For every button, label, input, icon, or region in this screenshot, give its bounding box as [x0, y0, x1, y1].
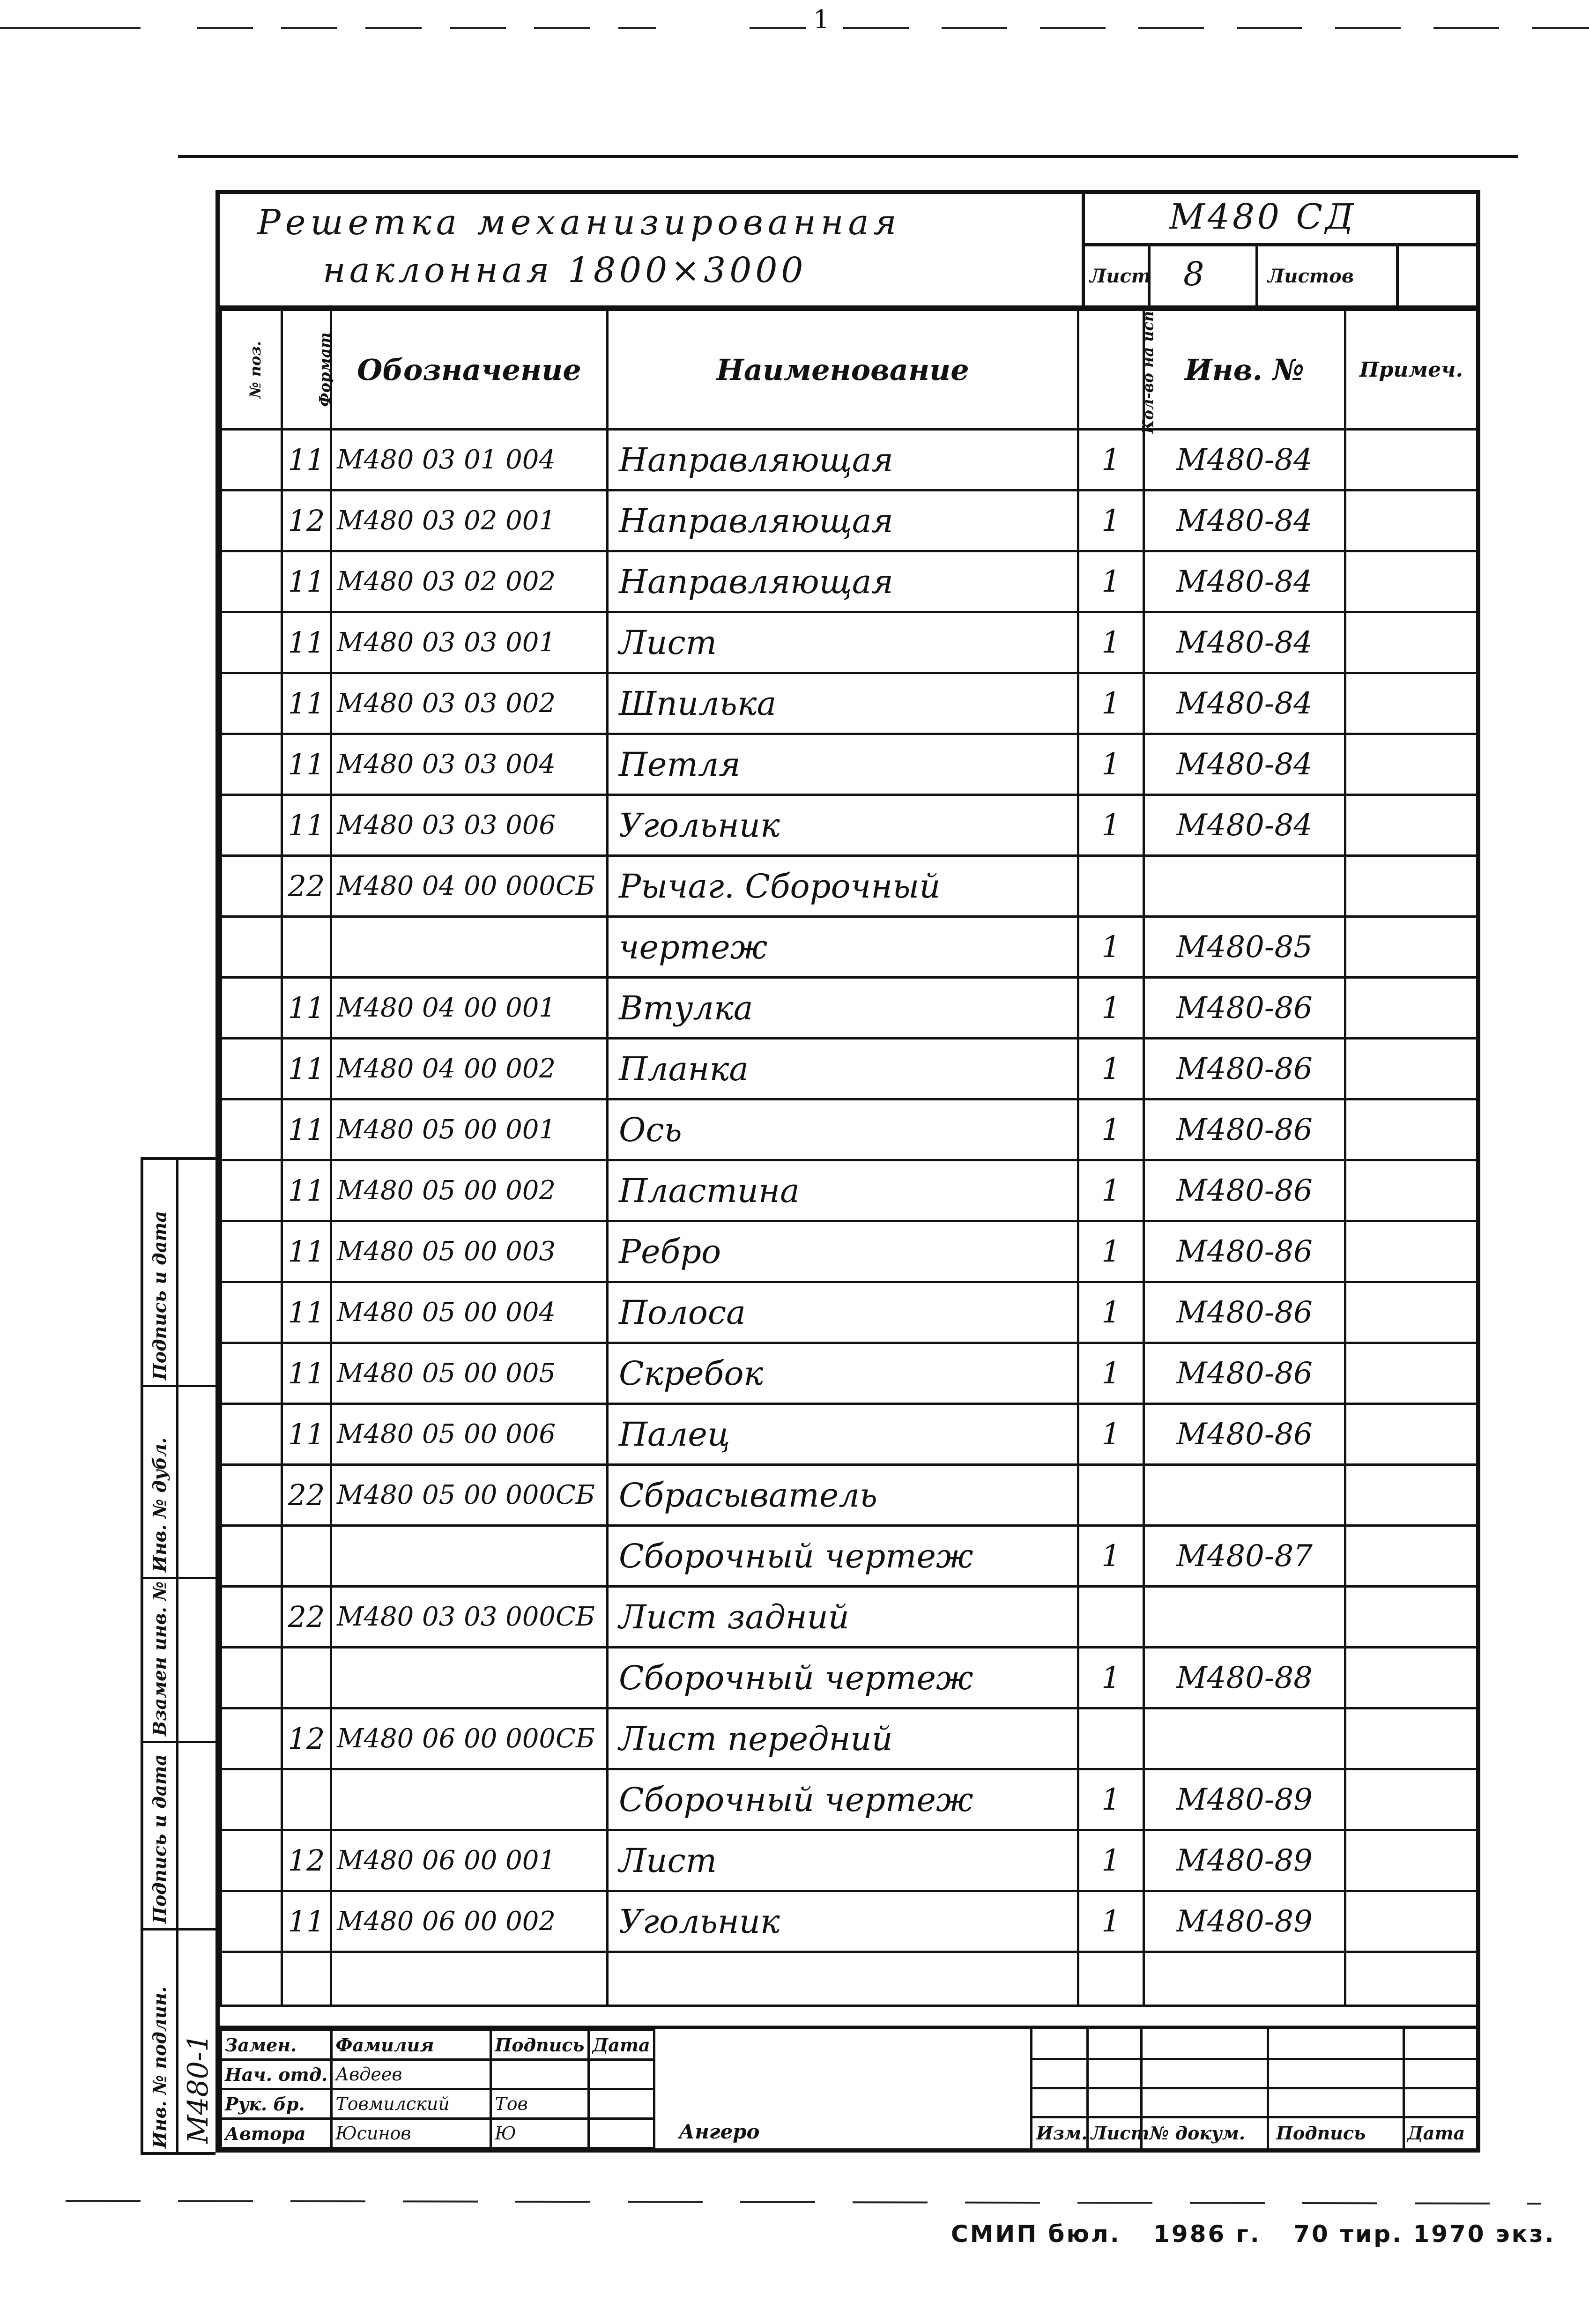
row-name: Ребро [608, 1221, 1078, 1282]
row-qty: 1 [1078, 1160, 1144, 1221]
row-name: чертеж [608, 917, 1078, 978]
table-row [221, 1648, 1478, 1708]
stamp-surname: Авдеев [332, 2060, 491, 2089]
row-name: Петля [608, 734, 1078, 795]
bottom-fold-line [66, 2192, 1565, 2211]
row-qty: 1 [1078, 1648, 1144, 1708]
row-pos [221, 1587, 282, 1648]
row-pos [221, 1160, 282, 1221]
row-format [282, 1952, 331, 2006]
row-pos [221, 917, 282, 978]
row-designation [331, 1526, 608, 1587]
row-inventory: М480-86 [1144, 1221, 1345, 1282]
row-qty: 1 [1078, 795, 1144, 856]
row-note [1345, 1708, 1478, 1769]
row-pos [221, 551, 282, 612]
row-qty [1078, 1465, 1144, 1526]
row-name: Втулка [608, 978, 1078, 1039]
row-inventory: М480-89 [1144, 1830, 1345, 1891]
table-row [221, 1708, 1478, 1769]
row-inventory: М480-86 [1144, 1160, 1345, 1221]
stamp-rev-label-3: Подпись [1276, 2123, 1366, 2144]
document-code: М480 СД [1169, 197, 1357, 237]
row-note [1345, 673, 1478, 734]
stamp-signatures-table [220, 2029, 655, 2149]
row-designation: М480 03 03 000СБ [331, 1587, 608, 1648]
table-row [221, 917, 1478, 978]
row-qty [1078, 856, 1144, 917]
table-row [221, 1952, 1478, 2006]
table-row [221, 1221, 1478, 1282]
row-note [1345, 917, 1478, 978]
row-inventory: М480-86 [1144, 978, 1345, 1039]
row-designation: М480 04 00 002 [331, 1039, 608, 1099]
row-note [1345, 490, 1478, 551]
table-row [221, 1282, 1478, 1343]
header-format: Формат [282, 310, 331, 430]
row-qty: 1 [1078, 1221, 1144, 1282]
table-row [221, 612, 1478, 673]
row-format [282, 1769, 331, 1830]
stamp-col-header: Дата [588, 2030, 654, 2060]
row-qty: 1 [1078, 1282, 1144, 1343]
row-inventory: М480-86 [1144, 1343, 1345, 1404]
side-label-4: Инв. № подлин. [149, 1986, 170, 2148]
row-pos [221, 1343, 282, 1404]
side-strip [141, 1157, 215, 2155]
top-mark-number: 1 [813, 5, 830, 34]
stamp-role: Рук. бр. [221, 2089, 332, 2119]
row-designation: М480 05 00 002 [331, 1160, 608, 1221]
table-row [221, 1465, 1478, 1526]
row-format: 11 [282, 1099, 331, 1160]
row-designation [331, 1648, 608, 1708]
row-designation [331, 917, 608, 978]
row-designation: М480 03 02 001 [331, 490, 608, 551]
title-stamp [220, 2026, 1476, 2148]
stamp-surname: Юсинов [332, 2119, 491, 2148]
row-name: Угольник [608, 795, 1078, 856]
stamp-date [588, 2119, 654, 2148]
row-format: 11 [282, 612, 331, 673]
row-format [282, 1648, 331, 1708]
header-pos: № поз. [221, 310, 282, 430]
row-qty: 1 [1078, 1343, 1144, 1404]
table-row [221, 1343, 1478, 1404]
row-format: 12 [282, 1708, 331, 1769]
row-note [1345, 1952, 1478, 2006]
row-name: Скребок [608, 1343, 1078, 1404]
sheet-row [1085, 243, 1476, 305]
row-designation [331, 1952, 608, 2006]
row-note [1345, 1526, 1478, 1587]
row-name: Сборочный чертеж [608, 1526, 1078, 1587]
row-note [1345, 1830, 1478, 1891]
row-format: 12 [282, 1830, 331, 1891]
header-designation: Обозначение [331, 310, 608, 430]
row-pos [221, 430, 282, 490]
row-note [1345, 551, 1478, 612]
row-name: Полоса [608, 1282, 1078, 1343]
row-designation: М480 03 03 001 [331, 612, 608, 673]
row-format: 11 [282, 1404, 331, 1465]
row-format: 11 [282, 978, 331, 1039]
row-designation: М480 03 03 004 [331, 734, 608, 795]
table-row [221, 1099, 1478, 1160]
row-name: Сборочный чертеж [608, 1648, 1078, 1708]
row-pos [221, 795, 282, 856]
row-note [1345, 1221, 1478, 1282]
stamp-signature: Ю [491, 2119, 588, 2148]
row-qty: 1 [1078, 673, 1144, 734]
row-designation: М480 05 00 006 [331, 1404, 608, 1465]
row-note [1345, 1343, 1478, 1404]
row-designation: М480 05 00 004 [331, 1282, 608, 1343]
row-inventory [1144, 1952, 1345, 2006]
stamp-col-header: Замен. [221, 2030, 332, 2060]
row-inventory [1144, 856, 1345, 917]
row-name: Направляющая [608, 551, 1078, 612]
table-row [221, 1891, 1478, 1952]
table-header-row [221, 310, 1478, 430]
row-designation: М480 05 00 000СБ [331, 1465, 608, 1526]
side-label-1: Инв. № дубл. [149, 1437, 170, 1572]
row-qty: 1 [1078, 490, 1144, 551]
row-inventory [1144, 1708, 1345, 1769]
table-row [221, 673, 1478, 734]
specification-table-wrap [220, 305, 1476, 2007]
stamp-rev-label-1: Лист [1091, 2123, 1150, 2144]
row-pos [221, 1039, 282, 1099]
row-name: Сборочный чертеж [608, 1769, 1078, 1830]
row-note [1345, 1648, 1478, 1708]
row-note [1345, 1282, 1478, 1343]
table-body [221, 430, 1478, 2006]
row-inventory: М480-89 [1144, 1769, 1345, 1830]
table-row [221, 551, 1478, 612]
row-pos [221, 1830, 282, 1891]
row-name: Рычаг. Сборочный [608, 856, 1078, 917]
stamp-date [588, 2089, 654, 2119]
row-pos [221, 1404, 282, 1465]
row-designation: М480 04 00 001 [331, 978, 608, 1039]
top-border-line [178, 150, 1589, 164]
stamp-rev-label-2: № докум. [1150, 2123, 1246, 2144]
row-pos [221, 1282, 282, 1343]
row-inventory [1144, 1587, 1345, 1648]
header-inventory: Инв. № [1144, 310, 1345, 430]
row-inventory [1144, 1465, 1345, 1526]
row-pos [221, 1221, 282, 1282]
table-row [221, 978, 1478, 1039]
row-designation: М480 05 00 001 [331, 1099, 608, 1160]
row-pos [221, 1952, 282, 2006]
row-format: 11 [282, 430, 331, 490]
row-inventory: М480-84 [1144, 551, 1345, 612]
row-designation: М480 06 00 000СБ [331, 1708, 608, 1769]
row-designation: М480 03 02 002 [331, 551, 608, 612]
row-qty: 1 [1078, 612, 1144, 673]
top-fold-mark [0, 0, 1589, 42]
document-code-box [1082, 194, 1476, 305]
row-note [1345, 1465, 1478, 1526]
row-pos [221, 1648, 282, 1708]
stamp-signature: Тов [491, 2089, 588, 2119]
row-designation: М480 03 01 004 [331, 430, 608, 490]
row-pos [221, 734, 282, 795]
row-name: Шпилька [608, 673, 1078, 734]
row-note [1345, 734, 1478, 795]
row-qty: 1 [1078, 1039, 1144, 1099]
side-document-code: М480-1 [182, 2034, 215, 2144]
print-footer [951, 2220, 1578, 2248]
header-qty: Кол-во на исп. [1078, 310, 1144, 430]
sheet-number: 8 [1151, 246, 1258, 305]
sheets-label: Листов [1258, 246, 1399, 305]
row-name: Лист передний [608, 1708, 1078, 1769]
row-name: Пластина [608, 1160, 1078, 1221]
row-format: 11 [282, 734, 331, 795]
table-row [221, 795, 1478, 856]
table-row [221, 1587, 1478, 1648]
row-inventory: М480-87 [1144, 1526, 1345, 1587]
row-format: 11 [282, 795, 331, 856]
drawing-frame [215, 190, 1480, 2153]
stamp-format-label: Ангеро [679, 2120, 760, 2143]
row-designation: М480 06 00 001 [331, 1830, 608, 1891]
footer-item-0: СМИП бюл. [951, 2220, 1121, 2248]
row-pos [221, 612, 282, 673]
row-format: 12 [282, 490, 331, 551]
specification-table [220, 305, 1478, 2007]
row-qty: 1 [1078, 978, 1144, 1039]
row-format: 22 [282, 856, 331, 917]
row-format: 11 [282, 1039, 331, 1099]
row-format: 22 [282, 1465, 331, 1526]
row-name: Планка [608, 1039, 1078, 1099]
row-pos [221, 673, 282, 734]
row-pos [221, 856, 282, 917]
row-name: Палец [608, 1404, 1078, 1465]
row-inventory: М480-88 [1144, 1648, 1345, 1708]
row-note [1345, 1891, 1478, 1952]
row-pos [221, 1708, 282, 1769]
row-name: Лист [608, 1830, 1078, 1891]
row-designation: М480 03 03 006 [331, 795, 608, 856]
row-pos [221, 1769, 282, 1830]
row-inventory: М480-86 [1144, 1404, 1345, 1465]
row-note [1345, 612, 1478, 673]
row-qty: 1 [1078, 1891, 1144, 1952]
row-format: 11 [282, 1160, 331, 1221]
row-name: Сбрасыватель [608, 1465, 1078, 1526]
footer-item-1: 1986 г. [1153, 2220, 1261, 2248]
row-note [1345, 1769, 1478, 1830]
row-format [282, 917, 331, 978]
row-name: Лист задний [608, 1587, 1078, 1648]
row-name: Угольник [608, 1891, 1078, 1952]
stamp-role: Автора [221, 2119, 332, 2148]
row-inventory: М480-85 [1144, 917, 1345, 978]
row-pos [221, 1465, 282, 1526]
row-inventory: М480-84 [1144, 612, 1345, 673]
row-designation: М480 06 00 002 [331, 1891, 608, 1952]
row-qty: 1 [1078, 917, 1144, 978]
table-row [221, 734, 1478, 795]
row-qty: 1 [1078, 1099, 1144, 1160]
side-label-2: Взамен инв. № [149, 1581, 170, 1736]
row-qty [1078, 1587, 1144, 1648]
title-block [220, 194, 1476, 309]
stamp-col-header: Фамилия [332, 2030, 491, 2060]
row-note [1345, 1587, 1478, 1648]
row-format: 22 [282, 1587, 331, 1648]
row-format: 11 [282, 1343, 331, 1404]
row-format: 11 [282, 1282, 331, 1343]
table-row [221, 1160, 1478, 1221]
header-note: Примеч. [1345, 310, 1478, 430]
stamp-rev-label-4: Дата [1407, 2123, 1465, 2144]
table-row [221, 856, 1478, 917]
row-pos [221, 490, 282, 551]
table-row [221, 1769, 1478, 1830]
row-inventory: М480-89 [1144, 1891, 1345, 1952]
row-format: 11 [282, 1221, 331, 1282]
header-name: Наименование [608, 310, 1078, 430]
row-inventory: М480-84 [1144, 490, 1345, 551]
sheet-label: Лист [1085, 246, 1151, 305]
row-format: 11 [282, 551, 331, 612]
table-row [221, 1404, 1478, 1465]
row-inventory: М480-84 [1144, 734, 1345, 795]
table-row [221, 430, 1478, 490]
table-row [221, 490, 1478, 551]
row-pos [221, 978, 282, 1039]
row-name: Направляющая [608, 430, 1078, 490]
row-designation: М480 04 00 000СБ [331, 856, 608, 917]
document-title-line2: наклонная 1800×3000 [323, 250, 807, 290]
row-note [1345, 1099, 1478, 1160]
row-designation: М480 05 00 005 [331, 1343, 608, 1404]
row-name: Ось [608, 1099, 1078, 1160]
row-qty: 1 [1078, 1526, 1144, 1587]
row-note [1345, 795, 1478, 856]
stamp-revision-block [1030, 2029, 1476, 2148]
row-note [1345, 1039, 1478, 1099]
stamp-rev-label-0: Изм. [1036, 2123, 1088, 2144]
row-qty [1078, 1708, 1144, 1769]
stamp-surname: Товмилский [332, 2089, 491, 2119]
row-format: 11 [282, 673, 331, 734]
row-note [1345, 978, 1478, 1039]
side-label-0: Подпись и дата [149, 1210, 170, 1380]
row-note [1345, 430, 1478, 490]
stamp-col-header: Подпись [491, 2030, 588, 2060]
row-name: Лист [608, 612, 1078, 673]
row-inventory: М480-86 [1144, 1039, 1345, 1099]
row-note [1345, 856, 1478, 917]
stamp-signature [491, 2060, 588, 2089]
row-note [1345, 1160, 1478, 1221]
row-qty: 1 [1078, 430, 1144, 490]
row-pos [221, 1526, 282, 1587]
row-name [608, 1952, 1078, 2006]
stamp-role: Нач. отд. [221, 2060, 332, 2089]
row-qty: 1 [1078, 1830, 1144, 1891]
row-inventory: М480-84 [1144, 673, 1345, 734]
row-qty: 1 [1078, 551, 1144, 612]
table-row [221, 1039, 1478, 1099]
side-label-3: Подпись и дата [149, 1754, 170, 1923]
row-note [1345, 1404, 1478, 1465]
stamp-date [588, 2060, 654, 2089]
row-qty: 1 [1078, 1769, 1144, 1830]
row-designation [331, 1769, 608, 1830]
row-inventory: М480-86 [1144, 1282, 1345, 1343]
row-designation: М480 05 00 003 [331, 1221, 608, 1282]
row-inventory: М480-84 [1144, 430, 1345, 490]
row-name: Направляющая [608, 490, 1078, 551]
footer-item-2: 70 тир. 1970 экз. [1293, 2220, 1556, 2248]
row-pos [221, 1099, 282, 1160]
document-title-line1: Решетка механизированная [257, 202, 901, 243]
row-format: 11 [282, 1891, 331, 1952]
row-qty: 1 [1078, 1404, 1144, 1465]
row-qty [1078, 1952, 1144, 2006]
row-inventory: М480-84 [1144, 795, 1345, 856]
row-qty: 1 [1078, 734, 1144, 795]
row-designation: М480 03 03 002 [331, 673, 608, 734]
row-pos [221, 1891, 282, 1952]
row-format [282, 1526, 331, 1587]
table-row [221, 1526, 1478, 1587]
table-row [221, 1830, 1478, 1891]
row-inventory: М480-86 [1144, 1099, 1345, 1160]
